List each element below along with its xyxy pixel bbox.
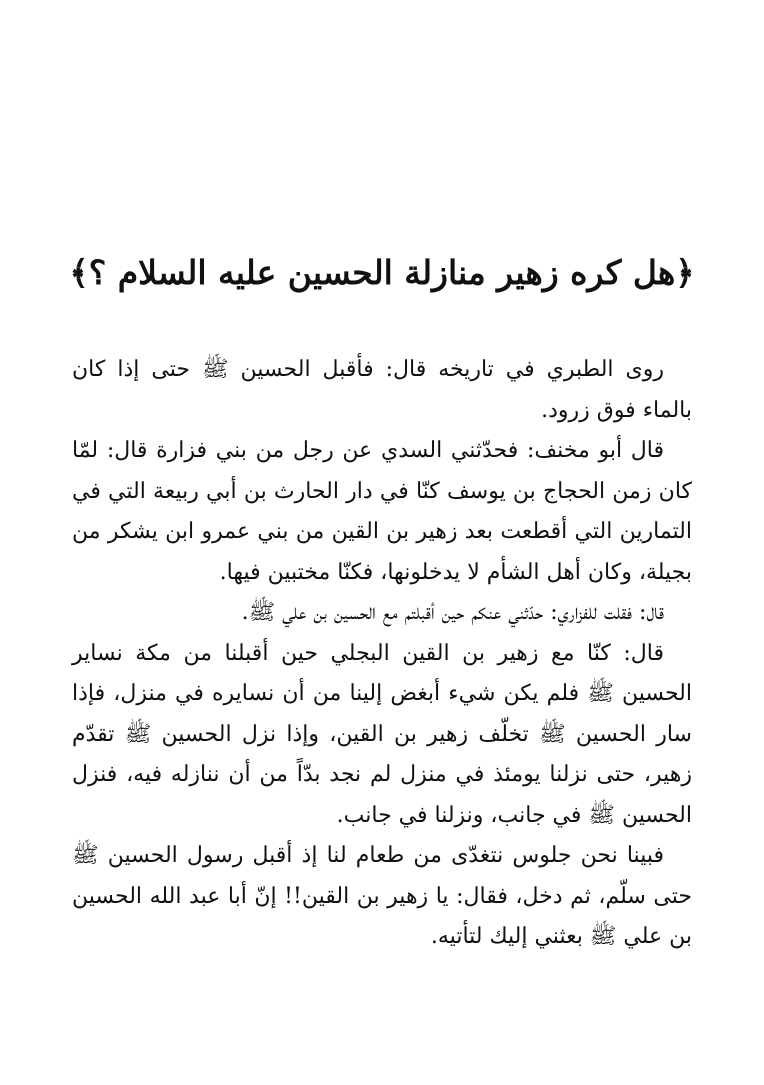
body-text bbox=[72, 350, 692, 958]
paragraph: قال أبو مخنف: فحدّثني السدي عن رجل من بني فزارة قال: لمّا كان زمن الحجاج بن يوسف كنّا في دار الحارث بن أبي ربيعة التي في التمارين التي أقطعت بعد زهير بن القين من بني عمرو ابن يشكر من بجيلة، وكان أهل الشأم لا يدخلونها، فكنّا مختبين فيها. bbox=[72, 438, 692, 585]
paragraph: روى الطبري في تاريخه قال: فأقبل الحسين ﷺ حتى إذا كان بالماء فوق زرود. bbox=[72, 357, 692, 423]
paragraph: قال: فقلت للفزاري: حدّثني عنكم حين أقبلتم مع الحسين بن علي ﷺ. bbox=[241, 600, 664, 625]
paragraph: فبينا نحن جلوس نتغدّى من طعام لنا إذ أقبل رسول الحسين ﷺ حتى سلّم، ثم دخل، فقال: يا زهير بن القين!! إنّ أبا عبد الله الحسين بن علي ﷺ بعثني إليك لتأتيه. bbox=[72, 843, 692, 949]
page-title: ﴿هل كره زهير منازلة الحسين عليه السلام ؟﴾ bbox=[69, 253, 695, 292]
paragraph: قال: كنّا مع زهير بن القين البجلي حين أقبلنا من مكة نساير الحسين ﷺ فلم يكن شيء أبغض إلينا من أن نسايره في منزل، فإذا سار الحسين ﷺ تخلّف زهير بن القين، وإذا نزل الحسين ﷺ تقدّم زهير، حتى نزلنا يومئذ في منزل لم نجد بدّاً من أن ننازله فيه، فنزل الحسين ﷺ في جانب، ونزلنا في جانب. bbox=[72, 640, 692, 828]
